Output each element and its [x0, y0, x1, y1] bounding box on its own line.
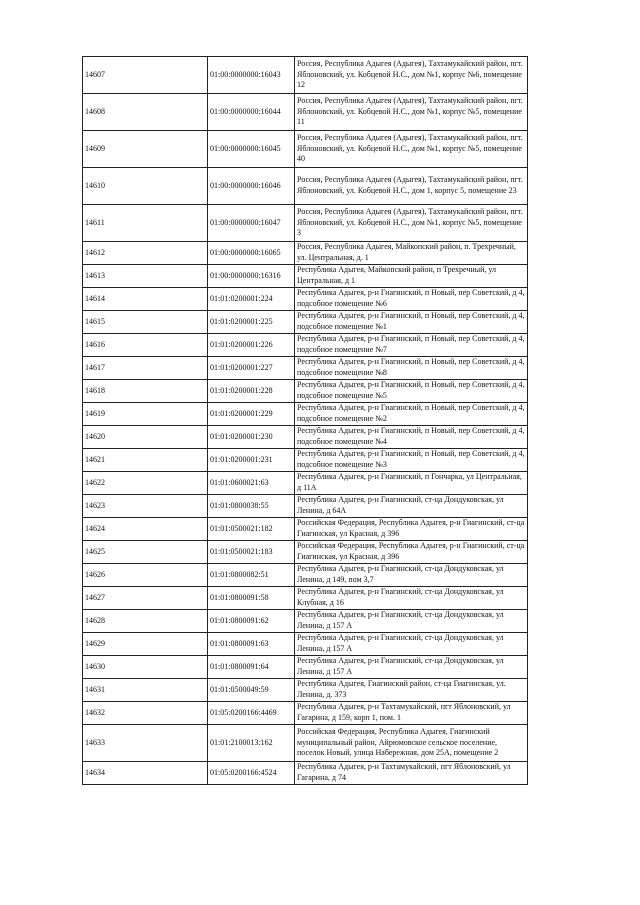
- registry-table: [82, 56, 528, 785]
- table-row: [83, 426, 528, 449]
- address-cell: Республика Адыгея, р-н Гиагинский, п Новый, пер Советский, д 4, подсобное помещение №7: [295, 334, 528, 357]
- address-cell: Республика Адыгея, р-н Тахтамукайский, пгт Яблоновский, ул Гагарина, д 74: [295, 762, 528, 785]
- record-number-cell: 14631: [83, 679, 208, 702]
- record-number-cell: 14613: [83, 265, 208, 288]
- cadastral-number-cell: 01:00:0000000:16047: [208, 205, 295, 242]
- record-number-cell: 14607: [83, 57, 208, 94]
- address-cell: Республика Адыгея, р-н Гиагинский, ст-ца Дондуковская, ул Ленина, д 157 А: [295, 656, 528, 679]
- table-row: [83, 564, 528, 587]
- table-row: [83, 265, 528, 288]
- record-number-cell: 14614: [83, 288, 208, 311]
- record-number-cell: 14626: [83, 564, 208, 587]
- table-row: [83, 762, 528, 785]
- record-number-cell: 14618: [83, 380, 208, 403]
- address-cell: Республика Адыгея, р-н Гиагинский, п Новый, пер Советский, д 4, подсобное помещение №4: [295, 426, 528, 449]
- record-number-cell: 14634: [83, 762, 208, 785]
- address-cell: Республика Адыгея, р-н Гиагинский, п Гончарка, ул Центральная, д 11А: [295, 472, 528, 495]
- cadastral-number-cell: 01:01:0200001:230: [208, 426, 295, 449]
- record-number-cell: 14610: [83, 168, 208, 205]
- cadastral-number-cell: 01:01:0200001:227: [208, 357, 295, 380]
- table-row: [83, 242, 528, 265]
- address-cell: Российская Федерация, Республика Адыгея, р-н Гиагинский, ст-ца Гиагинская, ул Красная, д 396: [295, 541, 528, 564]
- cadastral-number-cell: 01:01:0800038:55: [208, 495, 295, 518]
- table-row: [83, 403, 528, 426]
- address-cell: Россия, Республика Адыгея (Адыгея), Тахтамукайский район, пгт. Яблоновский, ул. Кобцевой Н.С., дом №1, корпус №6, помещение 12: [295, 57, 528, 94]
- address-cell: Россия, Республика Адыгея, Майкопский район, п. Трехречный, ул. Центральная, д. 1: [295, 242, 528, 265]
- table-row: [83, 311, 528, 334]
- cadastral-number-cell: 01:01:0500049:59: [208, 679, 295, 702]
- record-number-cell: 14629: [83, 633, 208, 656]
- table-row: [83, 610, 528, 633]
- record-number-cell: 14627: [83, 587, 208, 610]
- cadastral-number-cell: 01:01:0600021:63: [208, 472, 295, 495]
- table-row: [83, 57, 528, 94]
- record-number-cell: 14624: [83, 518, 208, 541]
- record-number-cell: 14623: [83, 495, 208, 518]
- table-row: [83, 587, 528, 610]
- table-row: [83, 94, 528, 131]
- address-cell: Республика Адыгея, р-н Тахтамукайский, пгт Яблоновский, ул Гагарина, д 159, корп 1, пом. 1: [295, 702, 528, 725]
- table-row: [83, 656, 528, 679]
- table-row: [83, 495, 528, 518]
- table-row: [83, 168, 528, 205]
- record-number-cell: 14622: [83, 472, 208, 495]
- address-cell: Россия, Республика Адыгея (Адыгея), Тахтамукайский район, пгт. Яблоновский, ул. Кобцевой Н.С., дом №1, корпус №5, помещение 3: [295, 205, 528, 242]
- cadastral-number-cell: 01:05:0200166:4469: [208, 702, 295, 725]
- record-number-cell: 14609: [83, 131, 208, 168]
- address-cell: Республика Адыгея, р-н Гиагинский, ст-ца Дондуковская, ул Ленина, д 64А: [295, 495, 528, 518]
- record-number-cell: 14615: [83, 311, 208, 334]
- cadastral-number-cell: 01:01:0800091:64: [208, 656, 295, 679]
- cadastral-number-cell: 01:01:0800091:62: [208, 610, 295, 633]
- record-number-cell: 14632: [83, 702, 208, 725]
- table-row: [83, 518, 528, 541]
- record-number-cell: 14628: [83, 610, 208, 633]
- table-row: [83, 472, 528, 495]
- record-number-cell: 14633: [83, 725, 208, 762]
- table-row: [83, 288, 528, 311]
- address-cell: Республика Адыгея, р-н Гиагинский, ст-ца Дондуковская, ул Ленина, д 149, пом 3,7: [295, 564, 528, 587]
- table-row: [83, 702, 528, 725]
- cadastral-number-cell: 01:01:0200001:224: [208, 288, 295, 311]
- cadastral-number-cell: 01:01:0800091:58: [208, 587, 295, 610]
- address-cell: Российская Федерация, Республика Адыгея, р-н Гиагинский, ст-ца Гиагинская, ул Красная, д 396: [295, 518, 528, 541]
- address-cell: Республика Адыгея, Майкопский район, п Трехречный, ул Центральная, д 1: [295, 265, 528, 288]
- address-cell: Республика Адыгея, р-н Гиагинский, п Новый, пер Советский, д 4, подсобное помещение №5: [295, 380, 528, 403]
- table-row: [83, 380, 528, 403]
- record-number-cell: 14625: [83, 541, 208, 564]
- address-cell: Республика Адыгея, р-н Гиагинский, п Новый, пер Советский, д 4, подсобное помещение №8: [295, 357, 528, 380]
- record-number-cell: 14621: [83, 449, 208, 472]
- address-cell: Российская Федерация, Республика Адыгея, Гиагинский муниципальный район, Айрюмовское сельское поселение, поселок Новый, улица Набережная, дом 25А, помещение 2: [295, 725, 528, 762]
- record-number-cell: 14620: [83, 426, 208, 449]
- record-number-cell: 14619: [83, 403, 208, 426]
- cadastral-number-cell: 01:01:0200001:228: [208, 380, 295, 403]
- address-cell: Республика Адыгея, р-н Гиагинский, ст-ца Дондуковская, ул Ленина, д 157 А: [295, 633, 528, 656]
- record-number-cell: 14617: [83, 357, 208, 380]
- address-cell: Республика Адыгея, р-н Гиагинский, ст-ца Дондуковская, ул Ленина, д 157 А: [295, 610, 528, 633]
- cadastral-number-cell: 01:01:0200001:229: [208, 403, 295, 426]
- table-row: [83, 679, 528, 702]
- cadastral-number-cell: 01:01:0200001:225: [208, 311, 295, 334]
- record-number-cell: 14616: [83, 334, 208, 357]
- record-number-cell: 14612: [83, 242, 208, 265]
- table-row: [83, 131, 528, 168]
- cadastral-number-cell: 01:01:0500021:182: [208, 518, 295, 541]
- registry-table-body: [83, 57, 528, 785]
- address-cell: Республика Адыгея, р-н Гиагинский, п Новый, пер Советский, д 4, подсобное помещение №2: [295, 403, 528, 426]
- cadastral-number-cell: 01:00:0000000:16043: [208, 57, 295, 94]
- cadastral-number-cell: 01:01:0800082:51: [208, 564, 295, 587]
- cadastral-number-cell: 01:00:0000000:16046: [208, 168, 295, 205]
- cadastral-number-cell: 01:00:0000000:16044: [208, 94, 295, 131]
- cadastral-number-cell: 01:05:0200166:4524: [208, 762, 295, 785]
- record-number-cell: 14630: [83, 656, 208, 679]
- address-cell: Республика Адыгея, р-н Гиагинский, п Новый, пер Советский, д 4, подсобное помещение №3: [295, 449, 528, 472]
- table-row: [83, 725, 528, 762]
- cadastral-number-cell: 01:01:0800091:63: [208, 633, 295, 656]
- cadastral-number-cell: 01:00:0000000:16045: [208, 131, 295, 168]
- table-row: [83, 205, 528, 242]
- cadastral-number-cell: 01:01:2100013:162: [208, 725, 295, 762]
- address-cell: Республика Адыгея, Гиагинский район, ст-ца Гиагинская, ул. Ленина, д. 373: [295, 679, 528, 702]
- cadastral-number-cell: 01:00:0000000:16316: [208, 265, 295, 288]
- address-cell: Республика Адыгея, р-н Гиагинский, п Новый, пер Советский, д 4, подсобное помещение №1: [295, 311, 528, 334]
- cadastral-number-cell: 01:00:0000000:16065: [208, 242, 295, 265]
- address-cell: Россия, Республика Адыгея (Адыгея), Тахтамукайский район, пгт. Яблоновский, ул. Кобцевой Н.С., дом 1, корпус 5, помещение 23: [295, 168, 528, 205]
- record-number-cell: 14611: [83, 205, 208, 242]
- address-cell: Россия, Республика Адыгея (Адыгея), Тахтамукайский район, пгт. Яблоновский, ул. Кобцевой Н.С., дом №1, корпус №5, помещение 40: [295, 131, 528, 168]
- table-row: [83, 334, 528, 357]
- address-cell: Республика Адыгея, р-н Гиагинский, ст-ца Дондуковская, ул Клубная, д 16: [295, 587, 528, 610]
- table-row: [83, 357, 528, 380]
- table-row: [83, 449, 528, 472]
- cadastral-number-cell: 01:01:0200001:226: [208, 334, 295, 357]
- address-cell: Республика Адыгея, р-н Гиагинский, п Новый, пер Советский, д 4, подсобное помещение №6: [295, 288, 528, 311]
- table-row: [83, 541, 528, 564]
- table-row: [83, 633, 528, 656]
- cadastral-number-cell: 01:01:0200001:231: [208, 449, 295, 472]
- cadastral-number-cell: 01:01:0500021:183: [208, 541, 295, 564]
- address-cell: Россия, Республика Адыгея (Адыгея), Тахтамукайский район, пгт. Яблоновский, ул. Кобцевой Н.С., дом №1, корпус №5, помещение 11: [295, 94, 528, 131]
- record-number-cell: 14608: [83, 94, 208, 131]
